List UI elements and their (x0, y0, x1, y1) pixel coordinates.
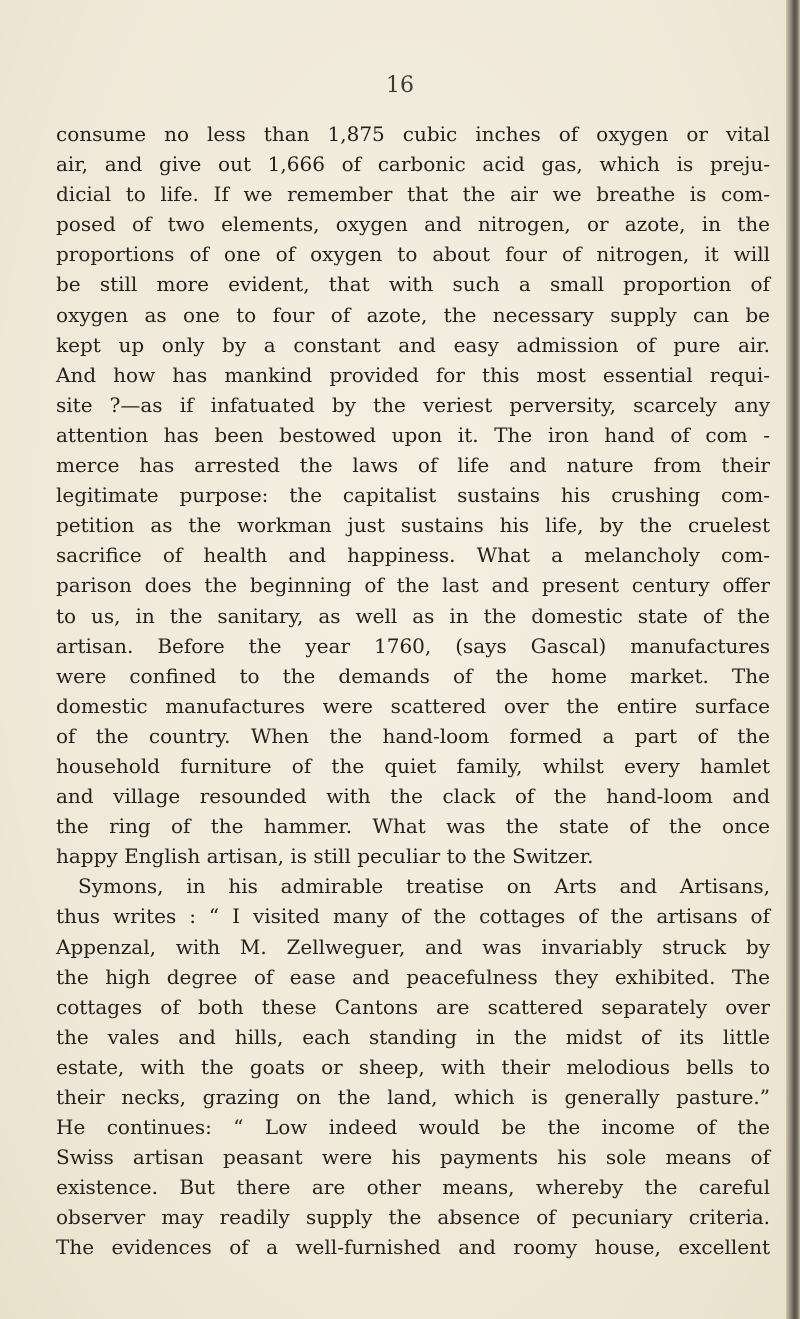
page-body-text (56, 119, 770, 1263)
text-line: sacrifice of health and happiness. What a melancholy com- (56, 543, 770, 568)
text-line: legitimate purpose: the capitalist sustains his crushing com- (56, 483, 770, 508)
text-line: And how has mankind provided for this most essential requi- (56, 362, 770, 387)
text-line: thus writes : “ I visited many of the cottages of the artisans of (56, 904, 770, 929)
text-line: were confined to the demands of the home market. The (56, 663, 770, 688)
text-line: Appenzal, with M. Zellweguer, and was invariably struck by (56, 934, 770, 959)
page-number: 16 (386, 73, 414, 98)
text-line: parison does the beginning of the last and present century offer (56, 573, 770, 598)
text-line: The evidences of a well-furnished and roomy house, excellent (56, 1235, 770, 1260)
text-line: existence. But there are other means, whereby the careful (56, 1175, 770, 1200)
text-line: be still more evident, that with such a small proportion of (56, 272, 770, 297)
text-line: proportions of one of oxygen to about four of nitrogen, it will (56, 242, 770, 267)
text-line: of the country. When the hand-loom formed a part of the (56, 723, 770, 748)
page-edge (786, 0, 800, 1319)
text-line: estate, with the goats or sheep, with their melodious bells to (56, 1054, 770, 1079)
text-line: He continues: “ Low indeed would be the income of the (56, 1115, 770, 1140)
text-line: dicial to life. If we remember that the air we breathe is com- (56, 182, 770, 207)
text-line: the vales and hills, each standing in the midst of its little (56, 1024, 770, 1049)
text-line: consume no less than 1,875 cubic inches of oxygen or vital (56, 122, 770, 146)
text-line: the ring of the hammer. What was the state of the once (56, 814, 770, 839)
text-line: to us, in the sanitary, as well as in the domestic state of the (56, 603, 770, 628)
text-line: artisan. Before the year 1760, (says Gascal) manufactures (56, 633, 770, 658)
text-line: site ?—as if infatuated by the veriest perversity, scarcely any (56, 392, 770, 417)
text-line: observer may readily supply the absence of pecuniary criteria. (56, 1205, 770, 1230)
text-line: Swiss artisan peasant were his payments his sole means of (56, 1145, 770, 1170)
text-line: kept up only by a constant and easy admission of pure air. (56, 332, 770, 357)
text-line: the high degree of ease and peacefulness they exhibited. The (56, 964, 770, 989)
text-line: attention has been bestowed upon it. The iron hand of com - (56, 422, 770, 447)
text-line: cottages of both these Cantons are scattered separately over (56, 994, 770, 1019)
text-line: posed of two elements, oxygen and nitrogen, or azote, in the (56, 212, 770, 237)
text-line: household furniture of the quiet family, whilst every hamlet (56, 753, 770, 778)
text-line: happy English artisan, is still peculiar to the Switzer. (56, 844, 594, 869)
text-line: their necks, grazing on the land, which is generally pasture.” (56, 1085, 770, 1109)
text-line: Symons, in his admirable treatise on Arts and Artisans, (78, 874, 770, 899)
text-line: merce has arrested the laws of life and nature from their (56, 453, 770, 478)
text-line: air, and give out 1,666 of carbonic acid gas, which is preju- (56, 152, 770, 177)
text-line: oxygen as one to four of azote, the necessary supply can be (56, 302, 770, 327)
text-line: petition as the workman just sustains his life, by the cruelest (56, 513, 770, 538)
text-line: domestic manufactures were scattered over the entire surface (56, 693, 770, 718)
text-line: and village resounded with the clack of the hand-loom and (56, 784, 770, 809)
